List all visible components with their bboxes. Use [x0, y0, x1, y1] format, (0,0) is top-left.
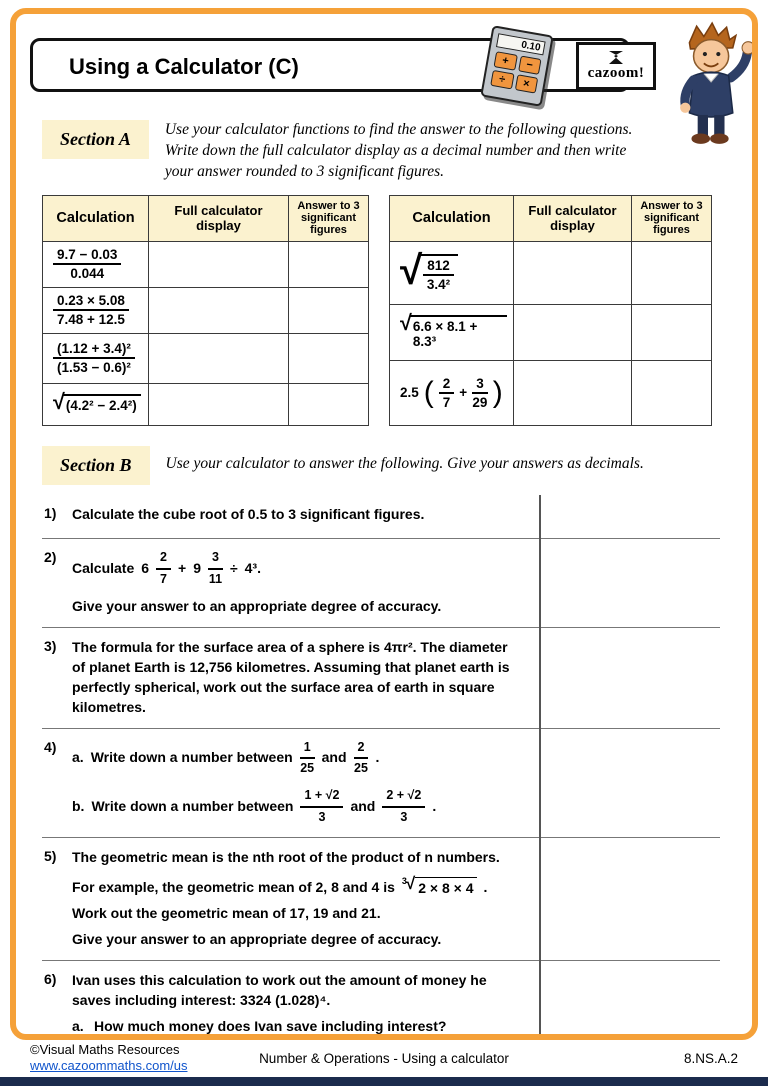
section-b-instructions: Use your calculator to answer the following. Give your answers as decimals. — [165, 454, 644, 472]
column-header-answer: Answer to 3 significant figures — [632, 195, 712, 241]
math-expression: 2.5 ( $\frac{2}{7}$ + $\frac{3}{29}$ ) — [400, 375, 503, 410]
question-number: 3) — [44, 638, 57, 655]
answer-cell — [149, 383, 289, 425]
question-text: Ivan uses this calculation to work out the amount of money he saves including interest: 3324 (1.028)⁴. — [72, 972, 487, 1009]
math-fraction: $\frac{3}{11}$ — [208, 549, 223, 586]
math-sqrt: √ 6.6 × 8.1 + 8.3³ — [400, 315, 507, 349]
table-row — [43, 287, 369, 333]
calculator-key-minus: − — [518, 55, 542, 74]
page-footer — [30, 1042, 738, 1078]
question-1 — [42, 495, 720, 539]
table-row — [390, 241, 712, 304]
answer-cell — [632, 241, 712, 304]
question-text: Give your answer to an appropriate degree of accuracy. — [72, 931, 442, 948]
section-b-label: Section B — [42, 446, 150, 485]
question-4 — [42, 729, 720, 838]
answer-cell — [514, 241, 632, 304]
table-row — [390, 360, 712, 425]
answer-cell — [149, 287, 289, 333]
answer-cell — [149, 333, 289, 383]
math-fraction: $\frac{2}{7}$ — [156, 549, 171, 589]
question-5 — [42, 838, 720, 962]
math-fraction: $\frac{1}{25}$ — [300, 739, 315, 776]
question-part-a: a. Write down a number between $\frac{1}{25}$ and $\frac{2}{25}$ . — [72, 739, 524, 779]
question-text: Work out the geometric mean of 17, 19 and 21. — [72, 905, 381, 922]
answer-cell — [289, 287, 369, 333]
section-a-header — [42, 120, 728, 183]
math-fraction: $\frac{1 + √2}{3}$ — [300, 787, 343, 827]
section-b-questions — [42, 495, 720, 1040]
question-number: 1) — [44, 504, 57, 521]
answer-cell — [514, 304, 632, 360]
table-row — [43, 241, 369, 287]
table-header-row — [390, 195, 712, 241]
question-number: 6) — [44, 971, 57, 988]
calculator-keys — [490, 51, 541, 93]
calculator-icon — [480, 25, 554, 107]
math-sqrt: √ (4.2² − 2.4²) — [53, 394, 141, 413]
math-fraction: $\frac{2 + √2}{3}$ — [382, 787, 425, 827]
calculator-display: 0.10 — [496, 33, 546, 55]
answer-cell — [289, 383, 369, 425]
worksheet-header — [16, 14, 752, 106]
math-fraction: $\frac{\text{(1.12 + 3.4)²}}{\text{(1.53 − 0.6)²}}$ — [53, 341, 135, 375]
question-math-line: Calculate 6 $\frac{2}{7}$ + 9 $\frac{3}{11}$ ÷ 4³. — [72, 549, 524, 589]
copyright-text: ©Visual Maths Resources — [30, 1042, 180, 1057]
question-text: The formula for the surface area of a sphere is 4πr². The diameter of planet Earth is 12,756 kilometres. Assuming that planet earth is perfectly spherical, work out the surface area of earth in square kilometres. — [72, 639, 510, 715]
calculator-key-times: × — [514, 74, 538, 93]
question-text: The geometric mean is the nth root of the product of n numbers. — [72, 848, 500, 865]
answer-cell — [289, 333, 369, 383]
answer-cell — [149, 241, 289, 287]
question-text: Give your answer to an appropriate degree of accuracy. — [72, 598, 442, 615]
cazoom-logo-icon — [606, 50, 626, 65]
section-b-header — [42, 446, 728, 485]
section-a-table-right — [389, 195, 712, 426]
math-fraction: $\frac{9.7 - 0.03}{0.044}$ — [53, 247, 121, 281]
table-header-row — [43, 195, 369, 241]
calculator-key-plus: + — [493, 51, 517, 70]
calculator-key-divide: ÷ — [490, 70, 514, 89]
page-title: Using a Calculator (C) — [69, 54, 299, 79]
column-header-calculation: Calculation — [390, 195, 514, 241]
answer-cell — [289, 241, 369, 287]
question-part-a: a. How much money does Ivan save including interest? — [72, 1017, 447, 1034]
answer-cell — [514, 360, 632, 425]
math-sqrt-fraction: √ $\frac{812}{\text{3.4²}}$ — [400, 254, 458, 292]
column-header-calculation: Calculation — [43, 195, 149, 241]
question-text: Calculate the cube root of 0.5 to 3 significant figures. — [72, 505, 425, 522]
question-2 — [42, 539, 720, 628]
cazoom-logo-text: cazoom! — [587, 65, 645, 81]
section-a-instructions: Use your calculator functions to find the answer to the following questions. Write down the full calculator display as a decimal number and then write your answer rounded to 3 significant figures. — [164, 121, 633, 180]
table-row — [390, 304, 712, 360]
math-fraction: $\frac{2}{25}$ — [354, 739, 368, 776]
table-row — [43, 333, 369, 383]
question-number: 2) — [44, 548, 57, 565]
footer-topic: Number & Operations - Using a calculator — [259, 1051, 509, 1066]
column-header-answer: Answer to 3 significant figures — [289, 195, 369, 241]
question-part-b: b. Write down a number between $\frac{1 + √2}{3}$ and $\frac{2 + √2}{3}$ . — [72, 787, 524, 827]
cazoom-logo — [576, 42, 656, 90]
section-a-tables — [42, 195, 752, 426]
answer-cell — [632, 360, 712, 425]
cazoom-link[interactable]: www.cazoommaths.com/us — [30, 1058, 188, 1074]
standard-code: 8.NS.A.2 — [683, 1051, 738, 1066]
math-fraction: $\frac{0.23 \times 5.08}{7.48 + 12.5}$ — [53, 293, 129, 327]
worksheet-frame — [10, 8, 758, 1040]
question-6 — [42, 961, 720, 1040]
column-header-display: Full calculator display — [149, 195, 289, 241]
column-header-display: Full calculator display — [514, 195, 632, 241]
section-a-label: Section A — [42, 120, 149, 159]
bottom-bar — [0, 1077, 768, 1086]
mascot-boy — [658, 20, 758, 148]
table-row — [43, 383, 369, 425]
section-a-table-left — [42, 195, 369, 426]
question-math-line: For example, the geometric mean of 2, 8 and 4 is 3 √ 2 × 8 × 4 . — [72, 877, 524, 899]
question-3 — [42, 628, 720, 729]
answer-cell — [632, 304, 712, 360]
math-cube-root: 3 √ 2 × 8 × 4 — [402, 877, 477, 899]
question-number: 4) — [44, 738, 57, 755]
question-number: 5) — [44, 847, 57, 864]
